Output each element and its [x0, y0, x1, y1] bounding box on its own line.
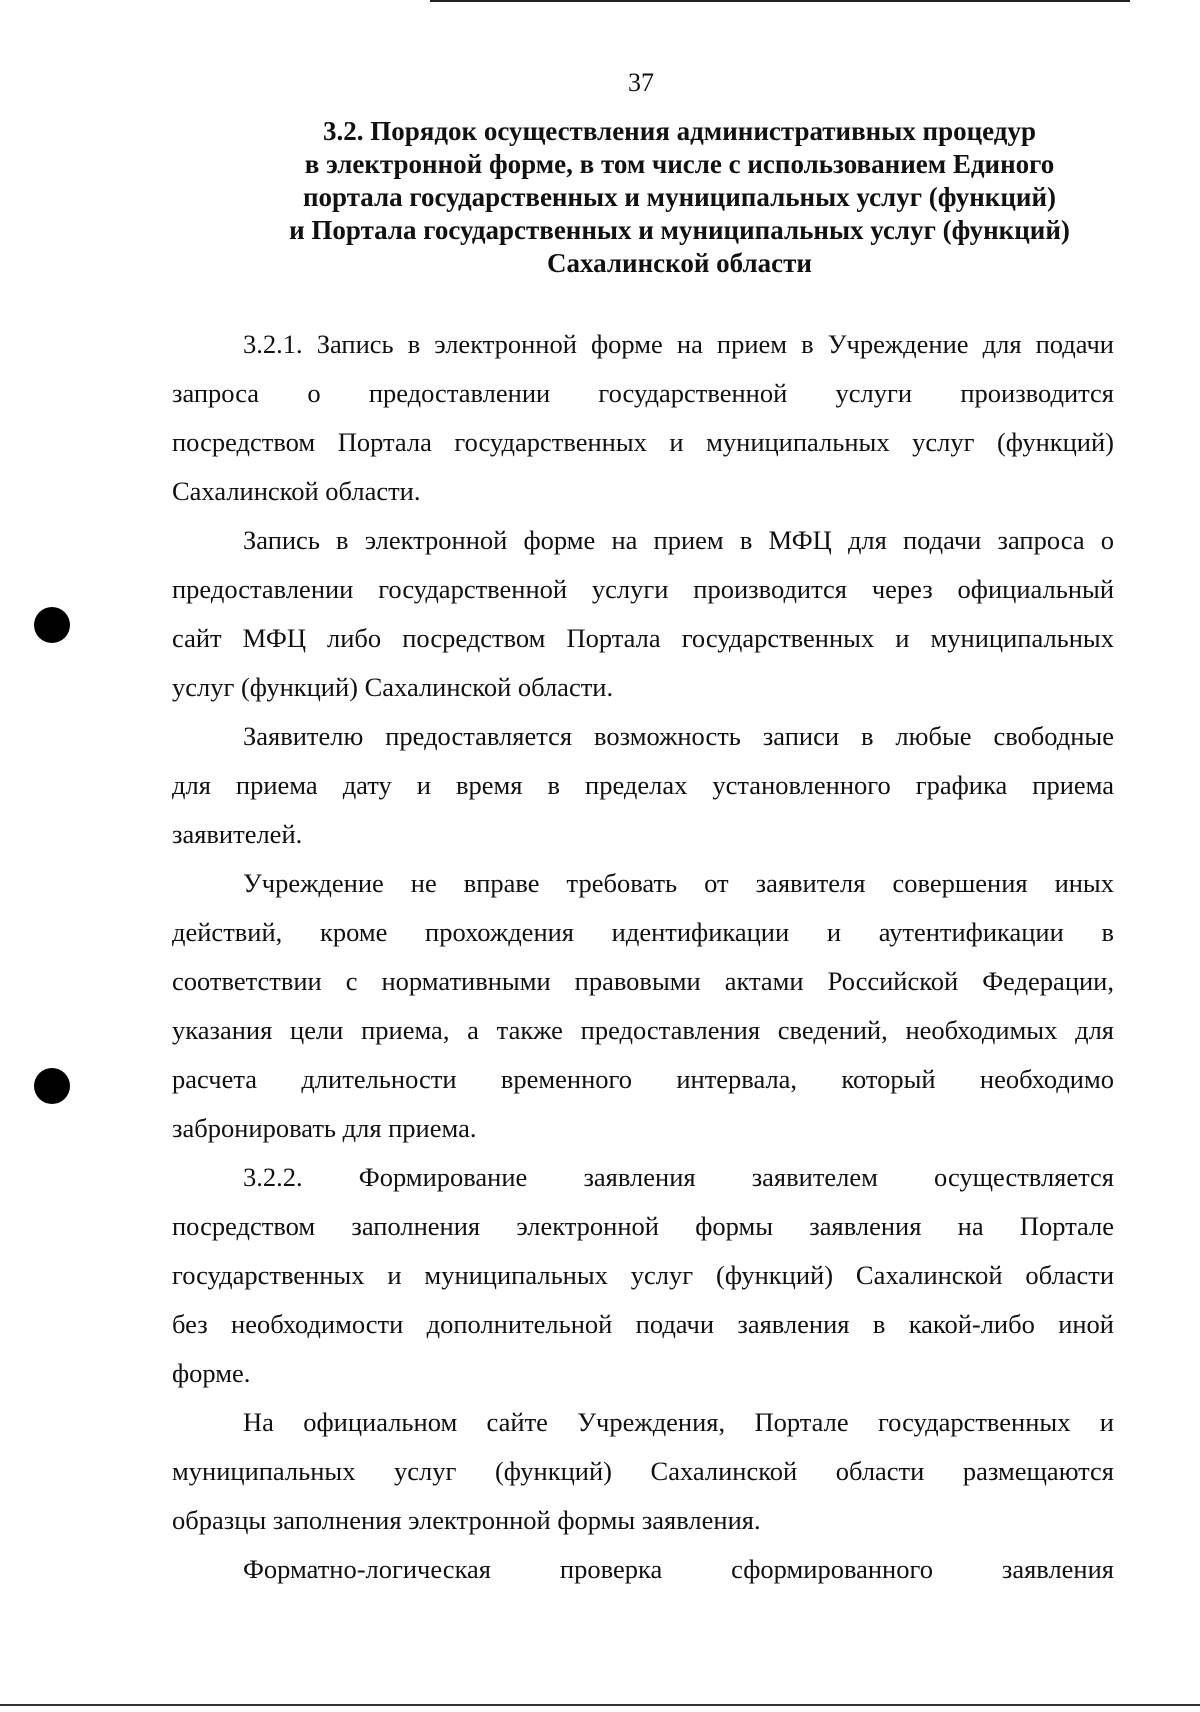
paragraph-line: форме. [172, 1358, 251, 1388]
paragraph-line: для приема дату и время в пределах установленного графика приема [172, 770, 1114, 800]
paragraph-line: соответствии с нормативными правовыми актами Российской Федерации, [172, 966, 1114, 996]
paragraph-line: муниципальных услуг (функций) Сахалинской области размещаются [172, 1456, 1114, 1486]
paragraph-line: образцы заполнения электронной формы заявления. [172, 1505, 761, 1535]
heading-line: в электронной форме, в том числе с использованием Единого [304, 149, 1055, 179]
paragraph-line: действий, кроме прохождения идентификации и аутентификации в [172, 917, 1114, 947]
page-number: 37 [628, 68, 654, 97]
paragraph-line: забронировать для приема. [172, 1113, 477, 1143]
heading-line: портала государственных и муниципальных услуг (функций) [302, 182, 1056, 212]
paragraph-line: без необходимости дополнительной подачи заявления в какой-либо иной [172, 1309, 1114, 1339]
heading-line: Сахалинской области [547, 248, 812, 278]
paragraph-line: запроса о предоставлении государственной услуги производится [172, 378, 1114, 408]
binder-hole-lower [34, 1068, 70, 1104]
paragraph-line: 3.2.1. Запись в электронной форме на прием в Учреждение для подачи [243, 329, 1114, 359]
heading-line: и Портала государственных и муниципальных услуг (функций) [289, 215, 1070, 245]
paragraph-line: Сахалинской области. [172, 476, 421, 506]
paragraph-line: Запись в электронной форме на прием в МФЦ для подачи запроса о [243, 525, 1114, 555]
heading-line: 3.2. Порядок осуществления административных процедур [323, 116, 1036, 146]
paragraph-line: услуг (функций) Сахалинской области. [172, 672, 614, 702]
paragraph-line: предоставлении государственной услуги производится через официальный [172, 574, 1114, 604]
paragraph-line: расчета длительности временного интервала, который необходимо [172, 1064, 1114, 1094]
paragraph-line: Заявителю предоставляется возможность записи в любые свободные [243, 721, 1114, 751]
paragraph-line: государственных и муниципальных услуг (функций) Сахалинской области [172, 1260, 1114, 1290]
paragraph-line: Форматно-логическая проверка сформированного заявления [243, 1554, 1114, 1584]
scan-edge-bottom [0, 1704, 1200, 1706]
scan-edge-top [430, 0, 1130, 2]
paragraph-line: Учреждение не вправе требовать от заявителя совершения иных [243, 868, 1114, 898]
paragraph-line: посредством Портала государственных и муниципальных услуг (функций) [172, 427, 1114, 457]
paragraph-line: указания цели приема, а также предоставления сведений, необходимых для [172, 1015, 1114, 1045]
paragraph-line: На официальном сайте Учреждения, Портале государственных и [243, 1407, 1114, 1437]
paragraph-line: посредством заполнения электронной формы заявления на Портале [172, 1211, 1114, 1241]
paragraph-line: сайт МФЦ либо посредством Портала государственных и муниципальных [172, 623, 1114, 653]
section-heading [172, 115, 1187, 280]
paragraph-line: 3.2.2. Формирование заявления заявителем осуществляется [243, 1162, 1114, 1192]
paragraph-line: заявителей. [172, 819, 303, 849]
binder-hole-upper [34, 607, 70, 643]
